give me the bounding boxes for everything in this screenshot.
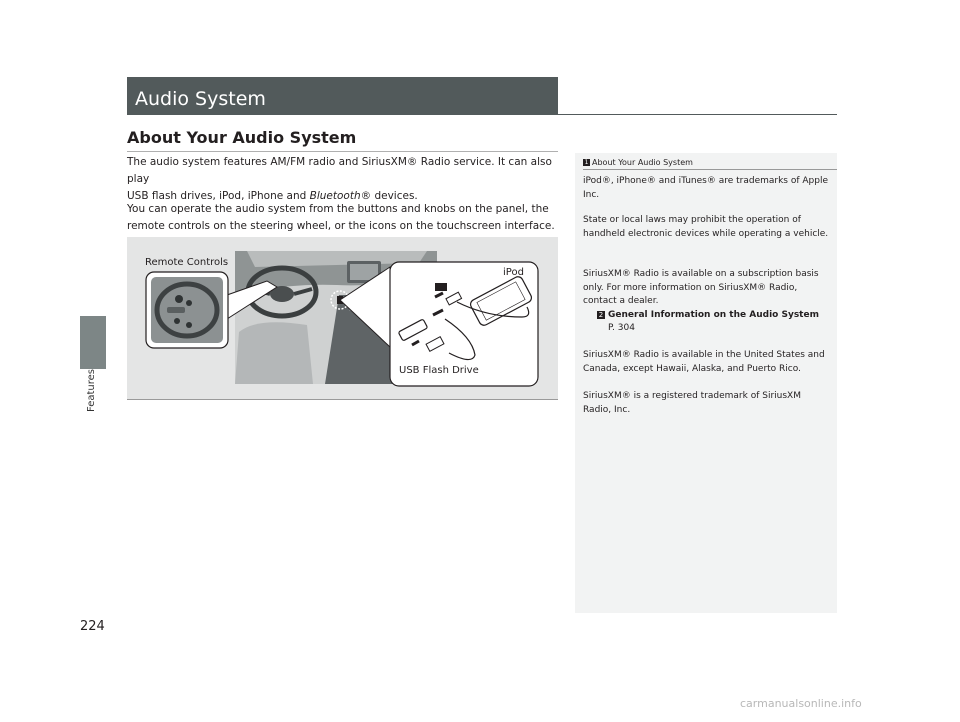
audio-system-figure [127, 237, 558, 400]
label-remote-controls: Remote Controls [145, 257, 229, 268]
body-paragraph-1-line-2: USB flash drives, iPod, iPhone and Bluetooth® devices. [127, 190, 418, 202]
side-note-trademark-apple: iPod®, iPhone® and iTunes® are trademarks of Apple Inc. [583, 176, 829, 200]
side-note-heading-text: About Your Audio System [592, 158, 693, 167]
body-paragraph-1-line-1: The audio system features AM/FM radio and SiriusXM® Radio service. It can also play [127, 156, 552, 185]
side-note-rule [583, 169, 837, 170]
cross-reference-page: P. 304 [608, 323, 635, 333]
side-note-siriusxm-trademark: SiriusXM® is a registered trademark of SiriusXM Radio, Inc. [583, 391, 801, 415]
chapter-tab-label: Features [86, 369, 97, 412]
note-marker-icon: 1 [584, 159, 589, 166]
figure-illustration [127, 237, 558, 400]
cross-reference-title: General Information on the Audio System [608, 310, 819, 320]
body-paragraph-2-line-1: You can operate the audio system from the buttons and knobs on the panel, the [127, 203, 549, 215]
subsection-rule [127, 151, 558, 152]
side-note-local-laws: State or local laws may prohibit the operation of handheld electronic devices while operating a vehicle. [583, 215, 829, 239]
body-paragraph-2-line-2: remote controls on the steering wheel, or the icons on the touchscreen interface. [127, 220, 555, 232]
cross-reference-link[interactable] [597, 309, 833, 323]
section-header-rule [558, 114, 837, 115]
page-number: 224 [80, 619, 105, 634]
subsection-title: About Your Audio System [127, 128, 357, 147]
chapter-tab-marker [80, 316, 106, 369]
body-paragraph-2 [127, 201, 567, 235]
body-paragraph-1 [127, 154, 567, 205]
side-note-heading [583, 158, 693, 167]
section-title: Audio System [135, 88, 266, 110]
cross-reference-icon: 2 [598, 311, 604, 319]
side-note-siriusxm-subscription: SiriusXM® Radio is available on a subscription basis only. For more information on SiriusXM® Radio, contact a dealer. [583, 269, 819, 306]
label-ipod: iPod [503, 267, 524, 278]
side-note-siriusxm-availability: SiriusXM® Radio is available in the United States and Canada, except Hawaii, Alaska, and Puerto Rico. [583, 350, 825, 374]
label-usb-flash-drive: USB Flash Drive [399, 365, 479, 376]
site-watermark: carmanualsonline.info [740, 697, 862, 710]
